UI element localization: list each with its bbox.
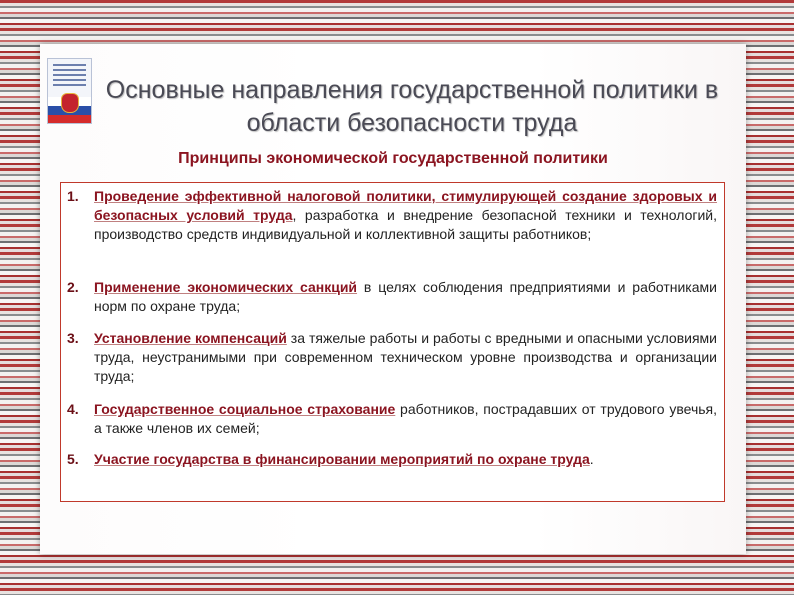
slide [40,44,746,554]
list-item [67,450,717,469]
coat-of-arms-document-icon [47,58,92,124]
item-text: . [589,451,594,467]
item-text: в целях соблюдения предприятиями и работниками норм по охране труда; [94,279,717,314]
list-item [67,187,717,244]
list-item [67,400,717,438]
page-title: Основные направления государственной политики в области безопасности труда [105,76,719,137]
section-subtitle: Принципы экономической государственной политики [178,150,608,167]
item-highlight: Участие государства в финансировании мероприятий по охране труда [94,451,590,467]
principles-box [60,182,725,502]
item-highlight: Государственное социальное страхование [94,401,396,417]
item-highlight: Установление компенсаций [94,330,287,346]
item-highlight: Проведение эффективной налоговой политики, стимулирующей создание здоровых и безопасных условий труда [94,188,717,223]
list-item [67,278,717,316]
item-highlight: Применение экономических санкций [94,279,358,295]
item-number: 2. [67,279,79,295]
item-number: 1. [67,188,79,204]
item-number: 5. [67,451,79,467]
item-number: 4. [67,401,79,417]
item-text: работников, пострадавших от трудового увечья, а также членов их семей; [94,401,718,436]
item-text: , разработка и внедрение безопасной техники и технологий, производство средств индивидуальной и коллективной защиты работников; [94,207,717,242]
item-text: за тяжелые работы и работы с вредными и опасными условиями труда, неустранимыми при современном техническом уровне производства и организации труда; [94,330,717,384]
item-number: 3. [67,330,79,346]
list-item [67,329,717,386]
